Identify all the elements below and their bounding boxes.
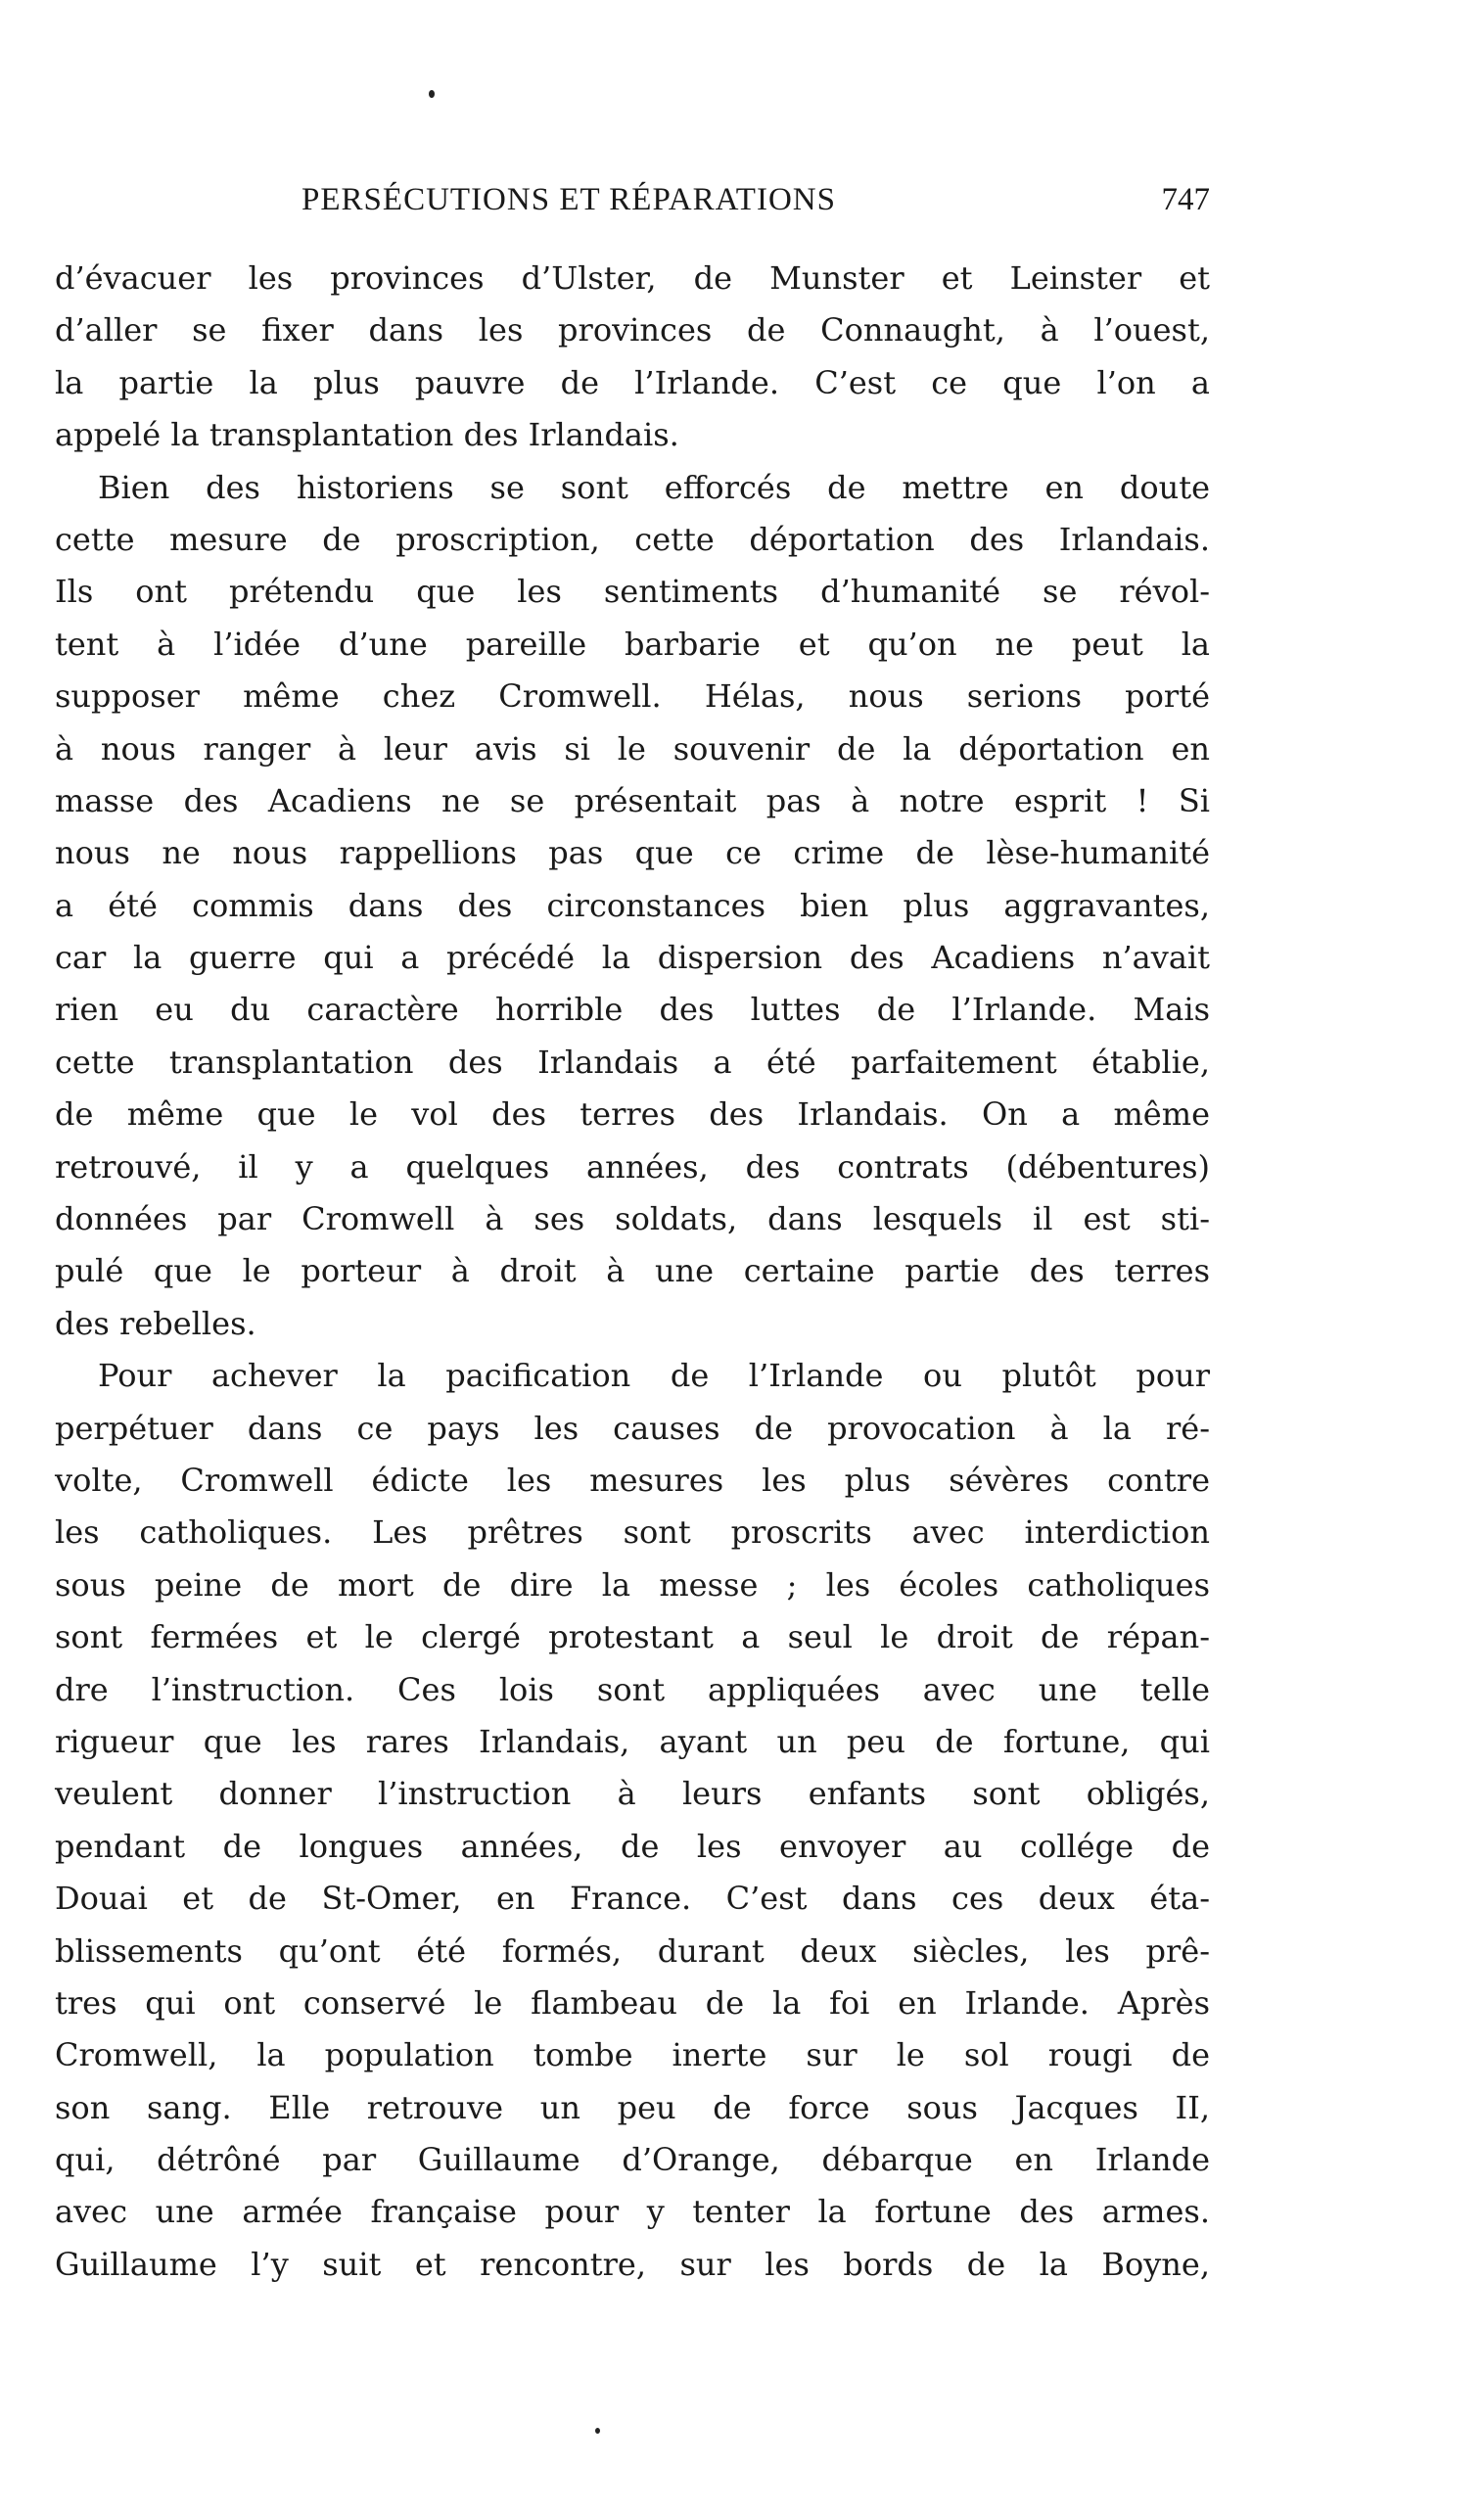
text-line: pendant de longues années, de les envoyer au collége de — [55, 1827, 1210, 1865]
text-line: avec une armée française pour y tenter la fortune des armes. — [55, 2193, 1210, 2231]
text-line: son sang. Elle retrouve un peu de force sous Jacques II, — [55, 2088, 1210, 2126]
text-line: Guillaume l’y suit et rencontre, sur les bords de la Boyne, — [55, 2245, 1210, 2283]
text-line: sont fermées et le clergé protestant a seul le droit de répan- — [55, 1618, 1210, 1656]
text-line: tres qui ont conservé le flambeau de la foi en Irlande. Après — [55, 1983, 1210, 2022]
text-line: d’évacuer les provinces d’Ulster, de Munster et Leinster et — [55, 259, 1210, 297]
text-line: d’aller se fixer dans les provinces de Connaught, à l’ouest, — [55, 311, 1210, 349]
text-line: car la guerre qui a précédé la dispersion des Acadiens n’avait — [55, 939, 1210, 977]
running-title: PERSÉCUTIONS ET RÉPARATIONS — [301, 182, 836, 217]
text-line: dre l’instruction. Ces lois sont appliquées avec une telle — [55, 1670, 1210, 1708]
text-line: rien eu du caractère horrible des luttes de l’Irlande. Mais — [55, 991, 1210, 1029]
text-line: cette transplantation des Irlandais a été parfaitement établie, — [55, 1043, 1210, 1081]
text-line: perpétuer dans ce pays les causes de provocation à la ré- — [55, 1409, 1210, 1447]
text-line: à nous ranger à leur avis si le souvenir de la déportation en — [55, 729, 1210, 768]
text-line: Bien des historiens se sont efforcés de mettre en doute — [98, 468, 1210, 506]
text-line: données par Cromwell à ses soldats, dans lesquels il est sti- — [55, 1200, 1210, 1238]
text-line: la partie la plus pauvre de l’Irlande. C’est ce que l’on a — [55, 363, 1210, 401]
running-head — [55, 182, 1210, 225]
text-line: des rebelles. — [55, 1304, 256, 1342]
text-line: Pour achever la pacification de l’Irlande ou plutôt pour — [98, 1357, 1210, 1395]
text-line: Douai et de St-Omer, en France. C’est dans ces deux éta- — [55, 1880, 1210, 1918]
text-line: retrouvé, il y a quelques années, des contrats (débentures) — [55, 1147, 1210, 1186]
text-line: les catholiques. Les prêtres sont proscrits avec interdiction — [55, 1513, 1210, 1552]
text-line: appelé la transplantation des Irlandais. — [55, 416, 679, 454]
text-line: pulé que le porteur à droit à une certaine partie des terres — [55, 1252, 1210, 1290]
text-line: Ils ont prétendu que les sentiments d’humanité se révol- — [55, 573, 1210, 611]
text-line: de même que le vol des terres des Irlandais. On a même — [55, 1095, 1210, 1134]
text-line: a été commis dans des circonstances bien plus aggravantes, — [55, 886, 1210, 924]
page-number: 747 — [1161, 182, 1210, 217]
text-line: rigueur que les rares Irlandais, ayant un peu de fortune, qui — [55, 1722, 1210, 1760]
body-text — [55, 253, 1210, 2291]
text-line: veulent donner l’instruction à leurs enfants sont obligés, — [55, 1775, 1210, 1813]
text-line: volte, Cromwell édicte les mesures les plus sévères contre — [55, 1461, 1210, 1499]
text-line: cette mesure de proscription, cette déportation des Irlandais. — [55, 520, 1210, 558]
text-line: qui, détrôné par Guillaume d’Orange, débarque en Irlande — [55, 2141, 1210, 2179]
ink-speck — [429, 90, 435, 98]
text-line: masse des Acadiens ne se présentait pas à notre esprit ! Si — [55, 781, 1210, 819]
text-line: blissements qu’ont été formés, durant deux siècles, les prê- — [55, 1931, 1210, 1970]
text-line: sous peine de mort de dire la messe ; les écoles catholiques — [55, 1565, 1210, 1604]
text-line: supposer même chez Cromwell. Hélas, nous serions porté — [55, 677, 1210, 716]
text-line: nous ne nous rappellions pas que ce crime de lèse-humanité — [55, 834, 1210, 872]
text-line: Cromwell, la population tombe inerte sur le sol rougi de — [55, 2036, 1210, 2074]
ink-speck — [595, 2428, 600, 2434]
text-line: tent à l’idée d’une pareille barbarie et qu’on ne peut la — [55, 625, 1210, 663]
